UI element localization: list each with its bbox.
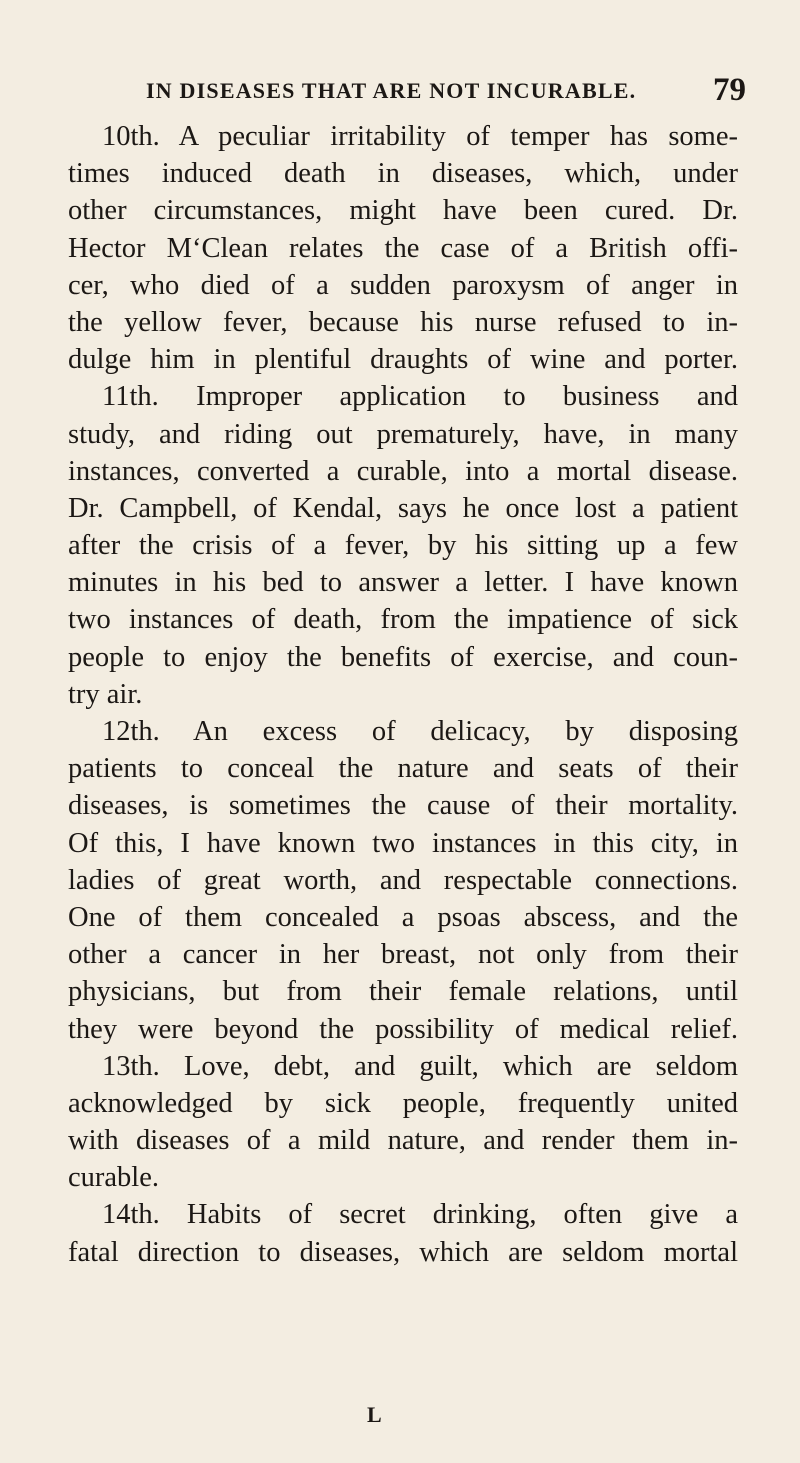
text-line: minutes in his bed to answer a letter. I have known: [68, 567, 738, 599]
text-line: cer, who died of a sudden paroxysm of anger in: [68, 269, 738, 301]
text-line: people to enjoy the benefits of exercise, and coun-: [68, 641, 738, 673]
text-line: study, and riding out prematurely, have, in many: [68, 418, 738, 450]
text-line: acknowledged by sick people, frequently united: [68, 1087, 738, 1119]
text-line: two instances of death, from the impatience of sick: [68, 604, 738, 636]
text-line: 14th. Habits of secret drinking, often give a: [102, 1199, 738, 1231]
text-line: ladies of great worth, and respectable connections.: [68, 864, 738, 896]
text-line: dulge him in plentiful draughts of wine and porter.: [68, 344, 738, 376]
text-line: patients to conceal the nature and seats of their: [68, 753, 738, 785]
text-line: One of them concealed a psoas abscess, and the: [68, 901, 738, 933]
page-header: [140, 74, 746, 114]
running-head: IN DISEASES THAT ARE NOT INCURABLE.: [146, 78, 637, 103]
signature-mark: L: [367, 1402, 382, 1427]
text-line: with diseases of a mild nature, and render them in-: [68, 1125, 738, 1157]
text-line: instances, converted a curable, into a mortal disease.: [68, 455, 738, 487]
text-line: 13th. Love, debt, and guilt, which are seldom: [102, 1050, 738, 1082]
text-line: they were beyond the possibility of medical relief.: [68, 1013, 738, 1045]
text-line: other circumstances, might have been cured. Dr.: [68, 195, 738, 227]
text-line: try air.: [68, 678, 143, 710]
text-line: physicians, but from their female relations, until: [68, 976, 738, 1008]
text-line: 11th. Improper application to business and: [102, 381, 738, 413]
text-line: fatal direction to diseases, which are seldom mortal: [68, 1236, 738, 1268]
text-line: 10th. A peculiar irritability of temper has some-: [102, 121, 738, 152]
text-line: times induced death in diseases, which, under: [68, 158, 738, 190]
body-text: [68, 118, 738, 1271]
text-line: other a cancer in her breast, not only from their: [68, 939, 738, 971]
text-line: 12th. An excess of delicacy, by disposing: [102, 716, 738, 747]
text-line: the yellow fever, because his nurse refused to in-: [68, 306, 738, 338]
text-line: Hector M‘Clean relates the case of a British offi-: [68, 232, 738, 264]
text-line: curable.: [68, 1162, 159, 1194]
page-number: 79: [713, 72, 746, 108]
text-line: Of this, I have known two instances in this city, in: [68, 827, 738, 859]
text-line: after the crisis of a fever, by his sitting up a few: [68, 530, 738, 562]
text-line: Dr. Campbell, of Kendal, says he once lost a patient: [68, 492, 738, 524]
text-line: diseases, is sometimes the cause of their mortality.: [68, 790, 738, 822]
